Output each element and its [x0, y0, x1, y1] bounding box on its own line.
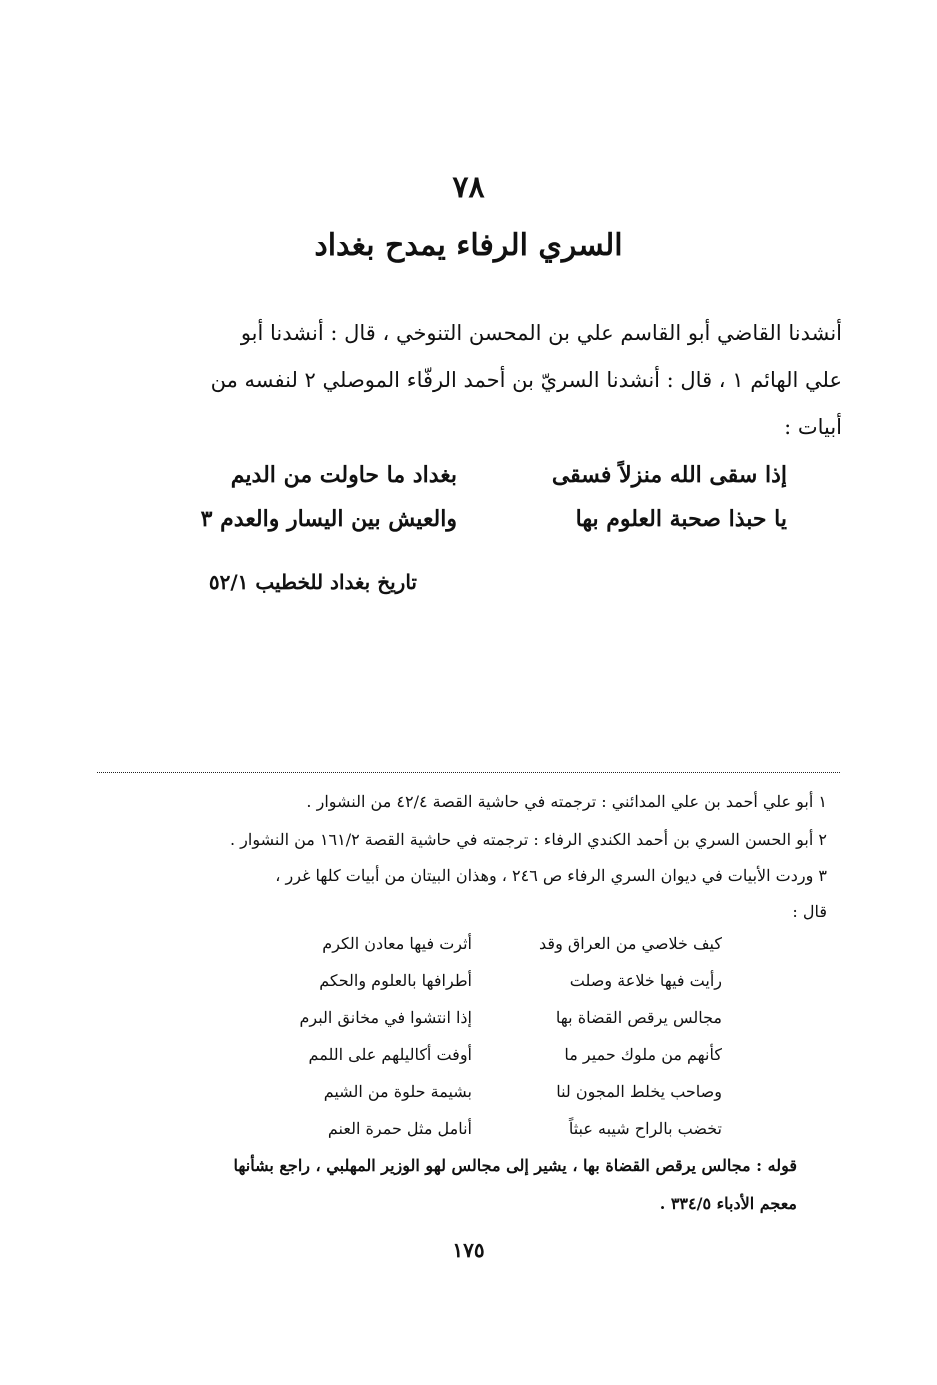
verse-first-hemistich: كيف خلاصي من العراق وقد — [539, 934, 722, 953]
page-number: ١٧٥ — [452, 1238, 485, 1262]
story-title: السري الرفاء يمدح بغداد — [314, 228, 623, 263]
intro-line: أنشدنا القاضي أبو القاسم علي بن المحسن التنوخي ، قال : أنشدنا أبو — [240, 321, 842, 345]
footnote-verse — [212, 1008, 722, 1038]
footnote-verse — [212, 971, 722, 1001]
verse-first-hemistich: يا حبذا صحبة العلوم بها — [575, 506, 787, 532]
closing-note-line: معجم الأدباء ٣٣٤/٥ . — [659, 1194, 797, 1213]
verse-second-hemistich: بشيمة حلوة من الشيم — [323, 1082, 472, 1101]
verse-first-hemistich: إذا سقى الله منزلاً فسقى — [551, 462, 787, 488]
poem-verse — [167, 462, 787, 502]
footnote-divider — [97, 772, 840, 773]
footnote-verse — [212, 1119, 722, 1149]
verse-second-hemistich: أوفت أكاليلهم على اللمم — [308, 1045, 472, 1064]
story-number: ٧٨ — [452, 170, 485, 205]
verse-second-hemistich: أثرت فيها معادن الكرم — [322, 934, 472, 953]
verse-second-hemistich: والعيش بين اليسار والعدم ٣ — [200, 506, 457, 532]
footnote: ٣ وردت الأبيات في ديوان السري الرفاء ص ٢٤٦ ، وهذان البيتان من أبيات كلها غرر ، — [275, 866, 827, 885]
verse-first-hemistich: رأيت فيها خلاعة وصلت — [569, 971, 722, 990]
footnote: قال : — [792, 902, 827, 921]
intro-line: أبيات : — [784, 415, 842, 439]
verse-second-hemistich: أنامل مثل حمرة العنم — [327, 1119, 472, 1138]
footnote-verse — [212, 934, 722, 964]
footnote-verse — [212, 1045, 722, 1075]
footnote-verse — [212, 1082, 722, 1112]
verse-first-hemistich: كأنهم من ملوك حمير ما — [564, 1045, 722, 1064]
closing-note-line: قوله : مجالس يرقص القضاة بها ، يشير إلى مجالس لهو الوزير المهلبي ، راجع بشأنها — [233, 1156, 797, 1175]
verse-second-hemistich: أطرافها بالعلوم والحكم — [319, 971, 472, 990]
footnote: ١ أبو علي أحمد بن علي المدائني : ترجمته في حاشية القصة ٤٢/٤ من النشوار . — [306, 792, 827, 811]
footnote: ٢ أبو الحسن السري بن أحمد الكندي الرفاء : ترجمته في حاشية القصة ١٦١/٢ من النشوار . — [229, 830, 827, 849]
poem-verse — [167, 506, 787, 546]
intro-paragraph — [142, 310, 842, 451]
intro-line: علي الهائم ١ ، قال : أنشدنا السريّ بن أحمد الرفّاء الموصلي ٢ لنفسه من — [210, 368, 842, 392]
source-citation: تاريخ بغداد للخطيب ٥٢/١ — [208, 570, 417, 594]
verse-second-hemistich: بغداد ما حاولت من الديم — [230, 462, 457, 488]
verse-first-hemistich: مجالس يرقص القضاة بها — [555, 1008, 722, 1027]
verse-first-hemistich: تخضب بالراح شيبه عبثاً — [568, 1119, 722, 1138]
verse-second-hemistich: إذا انتشوا في مخانق البرم — [299, 1008, 472, 1027]
verse-first-hemistich: وصاحب يخلط المجون لنا — [556, 1082, 722, 1101]
